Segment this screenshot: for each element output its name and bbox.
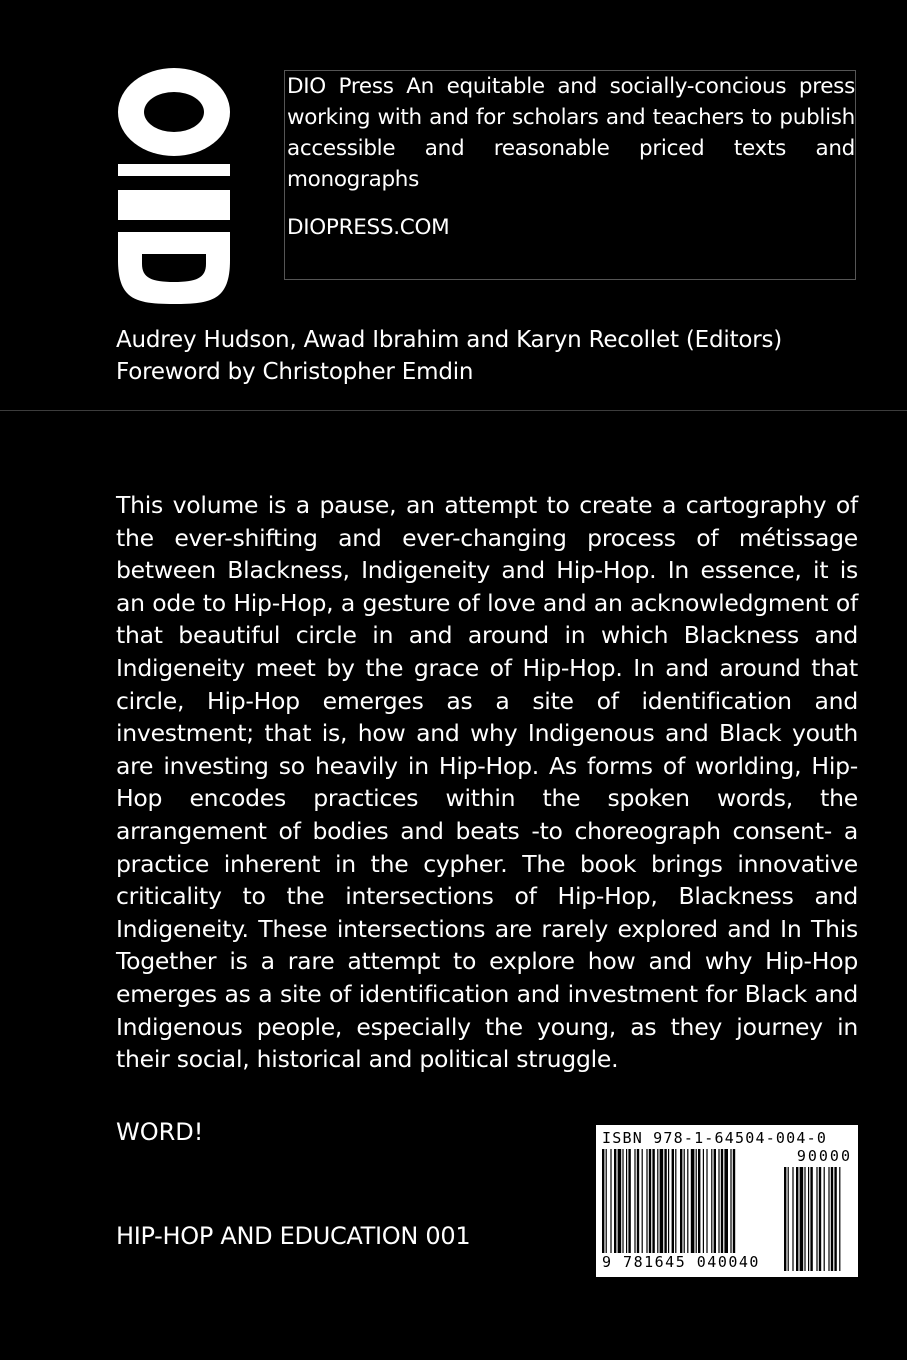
barcode-bar [652, 1149, 654, 1253]
addon-bar [828, 1167, 829, 1271]
addon-bar [796, 1167, 798, 1271]
barcode-bar [610, 1149, 611, 1253]
addon-bar [839, 1167, 840, 1271]
addon-bar [810, 1167, 812, 1271]
barcode-bar [721, 1149, 723, 1253]
barcode-bar [664, 1149, 666, 1253]
barcode-bar [703, 1149, 704, 1253]
barcode-bar [614, 1149, 616, 1253]
press-website: DIOPRESS.COM [287, 215, 450, 240]
closing-word: WORD! [116, 1118, 204, 1146]
addon-bar [808, 1167, 809, 1271]
barcode-bar [714, 1149, 716, 1253]
barcode-bar [711, 1149, 712, 1253]
editors-line: Audrey Hudson, Awad Ibrahim and Karyn Recollet (Editors) [116, 327, 783, 353]
barcode-bar [687, 1149, 688, 1253]
barcode-bar [696, 1149, 697, 1253]
barcode-bar [642, 1149, 643, 1253]
barcode-bar [733, 1149, 735, 1253]
price-addon: 90000 [796, 1147, 852, 1165]
barcode-bar [684, 1149, 685, 1253]
barcode-bar [718, 1149, 719, 1253]
barcode-bar [672, 1149, 674, 1253]
series-title: HIP-HOP AND EDUCATION 001 [116, 1222, 471, 1250]
credits [116, 324, 782, 388]
barcode-bar [637, 1149, 639, 1253]
barcode-bar [626, 1149, 627, 1253]
barcode-bar [698, 1149, 700, 1253]
dio-logo [112, 64, 236, 304]
addon-bar [788, 1167, 789, 1271]
barcode-bar [602, 1149, 604, 1253]
barcode-bar [634, 1149, 635, 1253]
barcode-bar [668, 1149, 669, 1253]
ean-digits: 9 781645 040040 [602, 1253, 760, 1271]
addon-bar [834, 1167, 836, 1271]
barcode-bar [675, 1149, 676, 1253]
addon-bar [824, 1167, 825, 1271]
press-info-box [284, 70, 856, 280]
dio-logo-mark [112, 64, 236, 304]
barcode-bar [660, 1149, 664, 1253]
book-blurb: This volume is a pause, an attempt to create a cartography of the ever-shifting and ever-changing process of métissage between Blackness, Indigeneity and Hip-Hop. In essence, it is an ode to Hip-Hop, a gesture of love and an acknowledgment of that beautiful circle in and around in which Blackness and Indigeneity meet by the grace of Hip-Hop. In and around that circle, Hip-Hop emerges as a site of identification and investment; that is, how and why Indigenous and Black youth are investing so heavily in Hip-Hop. As forms of worlding, Hip-Hop encodes practices within the spoken words, the arrangement of bodies and beats -to choreograph consent- a practice inherent in the cypher. The book brings innovative criticality to the intersections of Hip-Hop, Blackness and Indigeneity. These intersections are rarely explored and In This Together is a rare attempt to explore how and why Hip-Hop emerges as a site of identification and investment for Black and Indigenous people, especially the young, as they journey in their social, historical and political struggle. [116, 491, 858, 1074]
barcode-bar [706, 1149, 707, 1253]
barcode-bar [691, 1149, 695, 1253]
barcode-bar [730, 1149, 731, 1253]
addon-bar [816, 1167, 817, 1271]
isbn-barcode [596, 1125, 858, 1277]
isbn-number: ISBN 978-1-64504-004-0 [602, 1129, 828, 1147]
divider [0, 410, 907, 411]
addon-bar [819, 1167, 821, 1271]
barcode-bar [606, 1149, 607, 1253]
barcode-bar [724, 1149, 728, 1253]
barcode-bar [649, 1149, 651, 1253]
press-description: DIO Press An equitable and socially-concious press working with and for scholars and teachers to publish accessible and reasonable priced texts and monographs [287, 74, 855, 192]
barcode-bar [628, 1149, 630, 1253]
barcode-bar [657, 1149, 658, 1253]
barcode-bar [646, 1149, 647, 1253]
barcode-bar [618, 1149, 622, 1253]
addon-bar [784, 1167, 786, 1271]
barcode-bar [680, 1149, 682, 1253]
barcode-bar [622, 1149, 623, 1253]
addon-bar [804, 1167, 805, 1271]
addon-bar [831, 1167, 833, 1271]
addon-bar [800, 1167, 804, 1271]
foreword-line: Foreword by Christopher Emdin [116, 359, 474, 385]
addon-bar [792, 1167, 793, 1271]
